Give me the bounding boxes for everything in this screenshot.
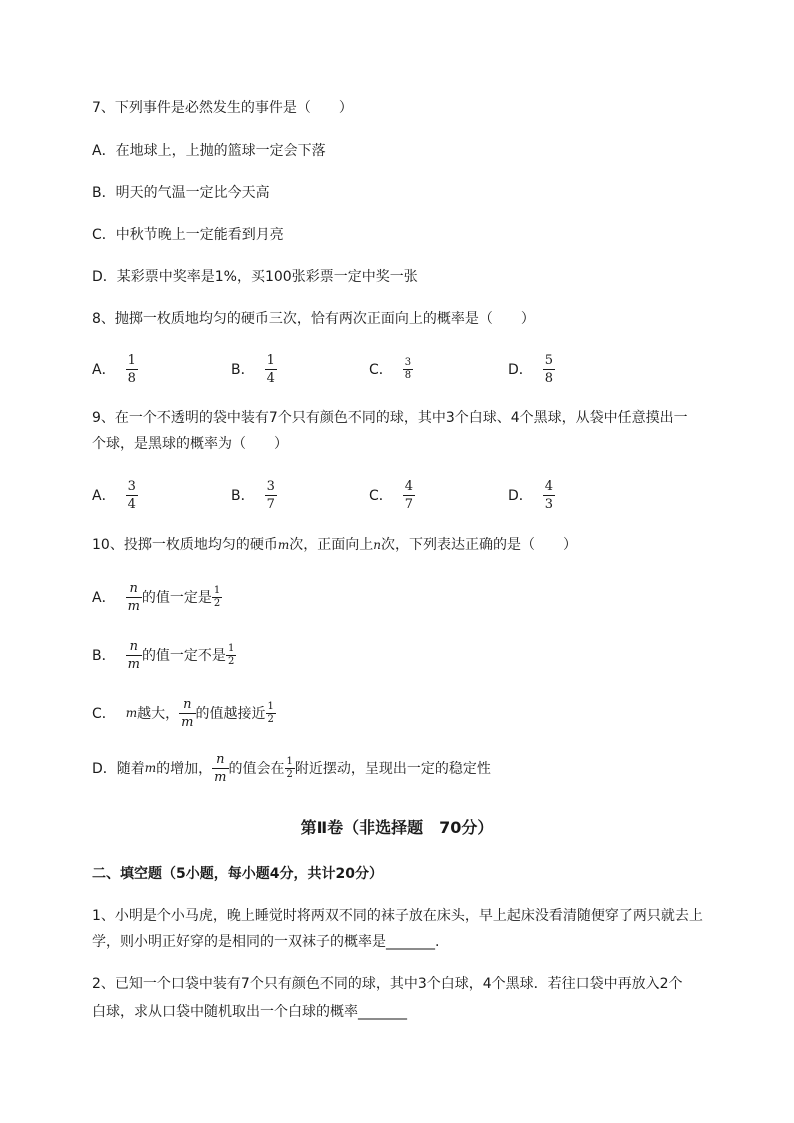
q10-option-c: C． m 越大， $\frac{n}{m}$ 的值越接近 $\frac{1}{2}$ [92, 696, 274, 730]
q9-option-d [508, 473, 555, 517]
option-label: A． [92, 362, 116, 378]
variable-m: m [144, 761, 157, 775]
fraction-half: $\frac{1}{2}$ [213, 584, 221, 609]
q8-option-a [92, 347, 138, 391]
option-label: A． [92, 590, 116, 606]
fill-q2-line2: 白球，求从口袋中随机取出一个白球的概率_______ [92, 1004, 407, 1020]
fill-q1-line2: 学，则小明正好穿的是相同的一双袜子的概率是_______. [92, 934, 440, 950]
q9-stem-line1: 9、在一个不透明的袋中装有7个只有颜色不同的球，其中3个白球、4个黑球，从袋中任意摸出一 [92, 410, 688, 426]
fraction-n-over-m: $\frac{n}{m}$ [214, 751, 227, 785]
q8-option-c [369, 347, 413, 391]
fraction-half: $\frac{1}{2}$ [227, 642, 235, 667]
fraction: $\frac{3}{7}$ [266, 478, 275, 512]
section-heading: 二、填空题（5小题，每小题4分，共计20分） [92, 866, 383, 882]
q10-option-b: B． $\frac{n}{m}$ 的值一定不是 $\frac{1}{2}$ [92, 638, 235, 672]
option-label: B． [231, 362, 255, 378]
q7-stem: 7、下列事件是必然发生的事件是（ ） [92, 100, 353, 116]
option-label: D． [508, 362, 533, 378]
option-label: D． [508, 488, 533, 504]
fraction-n-over-m: $\frac{n}{m}$ [127, 638, 140, 672]
q7-option-c: C．中秋节晚上一定能看到月亮 [92, 227, 284, 243]
q8-option-b [231, 347, 277, 391]
variable-n: n [373, 538, 381, 552]
option-label: A． [92, 488, 116, 504]
part2-heading: 第Ⅱ卷（非选择题 70分） [300, 818, 494, 837]
q7-option-a: A．在地球上，上抛的篮球一定会下落 [92, 143, 326, 159]
q7-option-d: D．某彩票中奖率是1%，买100张彩票一定中奖一张 [92, 269, 418, 285]
fraction: $\frac{4}{3}$ [544, 478, 554, 512]
fraction: $\frac{4}{7}$ [404, 478, 414, 512]
option-label: D．随着 [92, 761, 145, 777]
fraction-half: $\frac{1}{2}$ [286, 755, 293, 780]
q9-option-c [369, 473, 415, 517]
fraction-n-over-m: $\frac{n}{m}$ [181, 696, 194, 730]
variable-m: m [277, 538, 290, 552]
fraction: $\frac{3}{4}$ [127, 478, 136, 512]
q9-option-b [231, 473, 277, 517]
q7-option-b: B．明天的气温一定比今天高 [92, 185, 270, 201]
q9-options [92, 473, 712, 517]
q8-option-d [508, 347, 555, 391]
option-label: C． [92, 706, 116, 722]
variable-m: m [125, 706, 138, 720]
q10-stem: 10、投掷一枚质地均匀的硬币m次，正面向上n次，下列表达正确的是（ ） [92, 537, 577, 553]
option-label: B． [231, 488, 255, 504]
fraction: $\frac{1}{4}$ [266, 352, 275, 386]
q9-stem-line2: 个球，是黑球的概率为（ ） [92, 436, 288, 452]
option-label: C． [369, 362, 393, 378]
fraction: $\frac{3}{8}$ [404, 356, 412, 381]
fraction: $\frac{1}{8}$ [127, 352, 136, 386]
option-label: C． [369, 488, 393, 504]
q10-option-a: A． $\frac{n}{m}$ 的值一定是 $\frac{1}{2}$ [92, 580, 221, 614]
q9-option-a [92, 473, 138, 517]
fill-q1-line1: 1、小明是个小马虎，晚上睡觉时将两双不同的袜子放在床头，早上起床没看清随便穿了两只就去上 [92, 908, 703, 924]
q10-option-d: D．随着 m 的增加， $\frac{n}{m}$ 的值会在 $\frac{1}{2}$ 附近摆动，呈现出一定的稳定性 [92, 751, 491, 785]
q8-options [92, 347, 712, 391]
q8-stem: 8、抛掷一枚质地均匀的硬币三次，恰有两次正面向上的概率是（ ） [92, 311, 535, 327]
fraction: $\frac{5}{8}$ [544, 352, 554, 386]
fraction-n-over-m: $\frac{n}{m}$ [127, 580, 140, 614]
option-label: B． [92, 648, 116, 664]
fraction-half: $\frac{1}{2}$ [267, 700, 274, 725]
fill-q2-line1: 2、已知一个口袋中装有7个只有颜色不同的球，其中3个白球，4个黑球．若往口袋中再放入2个 [92, 976, 683, 992]
